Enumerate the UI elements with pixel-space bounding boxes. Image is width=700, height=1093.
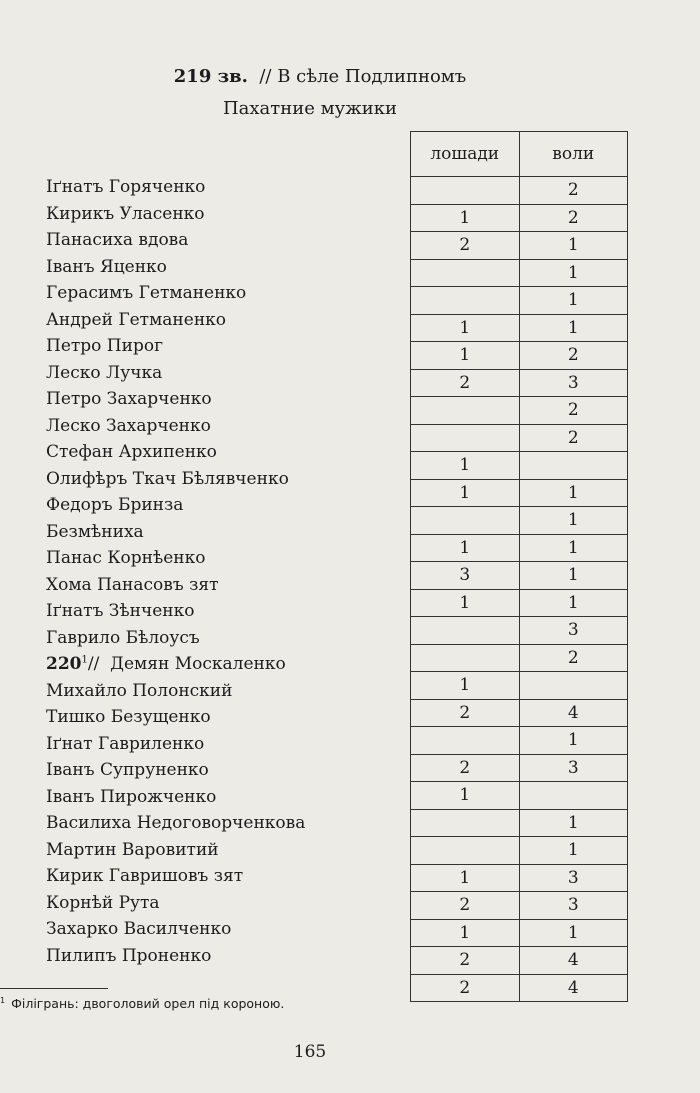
- horses-cell: 1: [411, 919, 520, 947]
- table-row: [411, 342, 628, 370]
- table-row: [411, 617, 628, 645]
- oxen-cell: 3: [519, 864, 628, 892]
- oxen-cell: 3: [519, 754, 628, 782]
- footnote-text: Філігрань: двоголовий орел під короною.: [11, 996, 285, 1012]
- horses-cell: [411, 177, 520, 205]
- section-subtitle: Пахатние мужики: [222, 98, 398, 119]
- table-row: [411, 699, 628, 727]
- horses-cell: 2: [411, 892, 520, 920]
- horses-cell: [411, 837, 520, 865]
- person-name: Леско Лучка: [46, 362, 163, 383]
- oxen-cell: 1: [519, 507, 628, 535]
- list-item: [46, 413, 366, 440]
- list-item: [46, 227, 366, 254]
- horses-cell: [411, 397, 520, 425]
- names-list: [46, 174, 366, 969]
- list-item: [46, 890, 366, 917]
- horses-cell: 1: [411, 672, 520, 700]
- table-row: [411, 369, 628, 397]
- person-name: Петро Захарченко: [46, 389, 212, 409]
- person-name: Іванъ Пирожченко: [46, 786, 217, 807]
- folio-prefix: 220: [46, 654, 82, 674]
- horses-cell: [411, 287, 520, 315]
- horses-cell: 1: [411, 314, 520, 342]
- list-item: [46, 545, 366, 572]
- folio-separator: //: [87, 654, 100, 674]
- person-name: Стефан Архипенко: [46, 442, 217, 462]
- oxen-cell: 1: [519, 232, 628, 260]
- footnote-divider: [0, 988, 108, 989]
- horses-cell: 2: [411, 232, 520, 260]
- list-item: [46, 333, 366, 360]
- oxen-cell: 1: [519, 534, 628, 562]
- place-name: В сѣле Подлипномъ: [277, 66, 467, 87]
- folio-separator: //: [259, 66, 272, 87]
- table-header-row: [411, 132, 628, 177]
- footnote-marker: 1: [0, 996, 6, 1005]
- oxen-cell: 4: [519, 699, 628, 727]
- page-title: [0, 66, 640, 87]
- list-item: [46, 280, 366, 307]
- person-name: Іванъ Яценко: [46, 256, 167, 277]
- horses-cell: 2: [411, 369, 520, 397]
- list-item: [46, 254, 366, 281]
- horses-cell: 1: [411, 589, 520, 617]
- person-name: Олифѣръ Ткач Бѣлявченко: [46, 468, 289, 489]
- oxen-cell: 3: [519, 369, 628, 397]
- list-item: [46, 731, 366, 758]
- list-item: [46, 492, 366, 519]
- list-item: [46, 386, 366, 413]
- oxen-cell: 4: [519, 947, 628, 975]
- oxen-cell: 1: [519, 837, 628, 865]
- person-name: Безмѣниха: [46, 521, 144, 542]
- list-item: [46, 572, 366, 599]
- person-name: Пилипъ Проненко: [46, 945, 212, 966]
- person-name: Захарко Василченко: [46, 919, 232, 939]
- oxen-cell: 1: [519, 727, 628, 755]
- horses-cell: [411, 259, 520, 287]
- oxen-cell: 1: [519, 562, 628, 590]
- list-item: [46, 863, 366, 890]
- person-name: Панас Корнѣенко: [46, 548, 206, 568]
- oxen-cell: 2: [519, 177, 628, 205]
- list-item: [46, 837, 366, 864]
- oxen-cell: 3: [519, 892, 628, 920]
- footnote: [0, 996, 460, 1011]
- person-name: Василиха Недоговорченкова: [46, 813, 306, 833]
- person-name: Іґнатъ Горяченко: [46, 177, 206, 197]
- list-item: [46, 784, 366, 811]
- person-name: Мартин Варовитий: [46, 839, 219, 860]
- list-item: [46, 678, 366, 705]
- list-item: [46, 201, 366, 228]
- oxen-cell: 1: [519, 287, 628, 315]
- person-name: Андрей Гетманенко: [46, 309, 227, 330]
- horses-cell: 2: [411, 754, 520, 782]
- livestock-table: [410, 131, 628, 1002]
- list-item: [46, 916, 366, 943]
- oxen-cell: 1: [519, 479, 628, 507]
- person-name: Іґнатъ Зѣнченко: [46, 601, 195, 621]
- table-row: [411, 397, 628, 425]
- table-row: [411, 727, 628, 755]
- person-name: Михайло Полонский: [46, 680, 233, 701]
- list-item: [46, 810, 366, 837]
- table-row: [411, 204, 628, 232]
- horses-cell: [411, 727, 520, 755]
- table-row: [411, 782, 628, 810]
- folio-reference: 219 зв.: [173, 66, 248, 87]
- page-number: 165: [293, 1042, 327, 1062]
- horses-cell: 2: [411, 974, 520, 1002]
- person-name: Гаврило Бѣлоусъ: [46, 627, 200, 648]
- list-item: [46, 943, 366, 970]
- table-row: [411, 314, 628, 342]
- list-item: [46, 625, 366, 652]
- person-name: Федоръ Бринза: [46, 495, 184, 515]
- person-name: Корнѣй Рута: [46, 892, 160, 913]
- table-row: [411, 479, 628, 507]
- horses-cell: [411, 644, 520, 672]
- list-item: [46, 360, 366, 387]
- horses-cell: [411, 424, 520, 452]
- horses-cell: 1: [411, 204, 520, 232]
- list-item: [46, 651, 366, 678]
- table-row: [411, 177, 628, 205]
- table-row: [411, 864, 628, 892]
- column-header-horses: лошади: [411, 132, 520, 177]
- table-row: [411, 259, 628, 287]
- list-item: [46, 307, 366, 334]
- oxen-cell: 2: [519, 644, 628, 672]
- oxen-cell: 2: [519, 424, 628, 452]
- person-name: Хома Панасовъ зят: [46, 574, 219, 595]
- table-row: [411, 507, 628, 535]
- oxen-cell: 2: [519, 342, 628, 370]
- horses-cell: [411, 809, 520, 837]
- horses-cell: 1: [411, 864, 520, 892]
- table-row: [411, 809, 628, 837]
- person-name: Петро Пирог: [46, 336, 163, 356]
- person-name: Демян Москаленко: [110, 654, 286, 674]
- list-item: [46, 519, 366, 546]
- table-row: [411, 589, 628, 617]
- person-name: Іванъ Супруненко: [46, 760, 209, 780]
- list-item: [46, 704, 366, 731]
- table-row: [411, 644, 628, 672]
- table-row: [411, 287, 628, 315]
- oxen-cell: [519, 452, 628, 480]
- person-name: Кирикъ Уласенко: [46, 203, 205, 224]
- table-row: [411, 452, 628, 480]
- table-row: [411, 837, 628, 865]
- horses-cell: 2: [411, 699, 520, 727]
- list-item: [46, 174, 366, 201]
- table-row: [411, 947, 628, 975]
- list-item: [46, 466, 366, 493]
- oxen-cell: 4: [519, 974, 628, 1002]
- oxen-cell: 1: [519, 809, 628, 837]
- column-header-oxen: воли: [519, 132, 628, 177]
- horses-cell: [411, 617, 520, 645]
- oxen-cell: 1: [519, 589, 628, 617]
- person-name: Кирик Гавришовъ зят: [46, 866, 244, 886]
- list-item: [46, 757, 366, 784]
- oxen-cell: 2: [519, 397, 628, 425]
- table-row: [411, 919, 628, 947]
- table-row: [411, 892, 628, 920]
- person-name: Леско Захарченко: [46, 415, 211, 436]
- oxen-cell: 1: [519, 259, 628, 287]
- table-row: [411, 534, 628, 562]
- horses-cell: 1: [411, 342, 520, 370]
- person-name: Іґнат Гавриленко: [46, 733, 205, 754]
- footnote-ref: 1: [81, 654, 88, 666]
- oxen-cell: 1: [519, 919, 628, 947]
- oxen-cell: [519, 672, 628, 700]
- oxen-cell: 2: [519, 204, 628, 232]
- list-item: [46, 598, 366, 625]
- table-row: [411, 672, 628, 700]
- horses-cell: 1: [411, 782, 520, 810]
- list-item: [46, 439, 366, 466]
- horses-cell: 3: [411, 562, 520, 590]
- oxen-cell: 3: [519, 617, 628, 645]
- oxen-cell: 1: [519, 314, 628, 342]
- table-row: [411, 754, 628, 782]
- oxen-cell: [519, 782, 628, 810]
- table-row: [411, 232, 628, 260]
- person-name: Герасимъ Гетманенко: [46, 283, 247, 303]
- horses-cell: [411, 507, 520, 535]
- table-row: [411, 562, 628, 590]
- table-row: [411, 424, 628, 452]
- horses-cell: 1: [411, 479, 520, 507]
- horses-cell: 1: [411, 452, 520, 480]
- horses-cell: 1: [411, 534, 520, 562]
- person-name: Тишко Безущенко: [46, 707, 211, 727]
- horses-cell: 2: [411, 947, 520, 975]
- person-name: Панасиха вдова: [46, 230, 189, 250]
